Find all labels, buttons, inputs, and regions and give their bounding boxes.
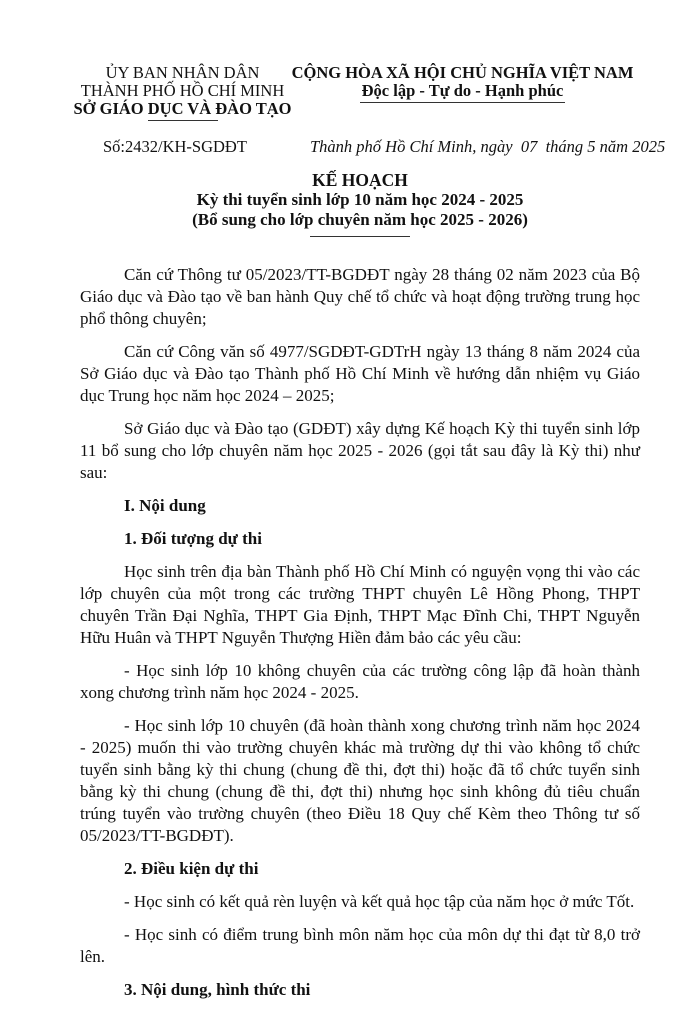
document-title (80, 170, 640, 237)
authority-line-3: SỞ GIÁO DỤC VÀ ĐÀO TẠO (73, 99, 292, 118)
section-heading: I. Nội dung (124, 496, 206, 515)
title-main: KẾ HOẠCH (312, 170, 408, 190)
divider (148, 120, 218, 121)
document-number: Số:2432/KH-SGDĐT (103, 137, 247, 156)
divider (310, 236, 410, 237)
paragraph: - Học sinh có kết quả rèn luyện và kết quả học tập của năm học ở mức Tốt. (124, 892, 635, 911)
paragraph: Sở Giáo dục và Đào tạo (GDĐT) xây dựng Kế hoạch Kỳ thi tuyển sinh lớp 11 bổ sung cho lớp chuyên năm học 2025 - 2026 (gọi tắt sau đây là Kỳ thi) như sau: (80, 419, 640, 482)
national-motto (290, 64, 635, 103)
place-date: Thành phố Hồ Chí Minh, ngày 07 tháng 5 năm 2025 (310, 137, 666, 156)
paragraph: - Học sinh có điểm trung bình môn năm học của môn dự thi đạt từ 8,0 trở lên. (80, 925, 640, 966)
paragraph: Căn cứ Thông tư 05/2023/TT-BGDĐT ngày 28 tháng 02 năm 2023 của Bộ Giáo dục và Đào tạo về ban hành Quy chế tổ chức và hoạt động trường trung học phổ thông chuyên; (80, 265, 640, 328)
authority-line-1: ỦY BAN NHÂN DÂN (105, 63, 260, 82)
section-heading: 1. Đối tượng dự thi (124, 529, 262, 548)
country-name: CỘNG HÒA XÃ HỘI CHỦ NGHĨA VIỆT NAM (291, 63, 634, 82)
paragraph: Căn cứ Công văn số 4977/SGDĐT-GDTrH ngày 13 tháng 8 năm 2024 của Sở Giáo dục và Đào tạo Thành phố Hồ Chí Minh về hướng dẫn nhiệm vụ Giáo dục Trung học năm học 2024 – 2025; (80, 342, 640, 405)
motto: Độc lập - Tự do - Hạnh phúc (361, 81, 564, 100)
issuing-authority (70, 64, 295, 121)
authority-line-2: THÀNH PHỐ HỒ CHÍ MINH (80, 81, 285, 100)
divider (360, 102, 565, 103)
title-sub-1: Kỳ thi tuyển sinh lớp 10 năm học 2024 - 2025 (196, 190, 524, 209)
title-sub-2: (Bổ sung cho lớp chuyên năm học 2025 - 2026) (192, 210, 528, 229)
document-body (80, 264, 640, 1012)
paragraph: Học sinh trên địa bàn Thành phố Hồ Chí Minh có nguyện vọng thi vào các lớp chuyên của một trong các trường THPT chuyên Lê Hồng Phong, THPT chuyên Trần Đại Nghĩa, THPT Gia Định, THPT Mạc Đĩnh Chi, THPT Nguyễn Hữu Huân và THPT Nguyễn Thượng Hiền đảm bảo các yêu cầu: (80, 562, 640, 647)
paragraph: - Học sinh lớp 10 chuyên (đã hoàn thành xong chương trình năm học 2024 - 2025) muốn thi vào trường chuyên khác mà trường dự thi vào không tổ chức tuyển sinh bằng kỳ thi chung (chung đề thi, đợt thi) hoặc đã tổ chức tuyển sinh bằng kỳ thi chung (chung đề thi, đợt thi) nhưng học sinh không đủ tiêu chuẩn trúng tuyển vào trường chuyên (theo Điều 18 Quy chế Kèm theo Thông tư số 05/2023/TT-BGDĐT). (80, 716, 640, 845)
section-heading: 3. Nội dung, hình thức thi (124, 980, 311, 999)
paragraph: - Học sinh lớp 10 không chuyên của các trường công lập đã hoàn thành xong chương trình năm học 2024 - 2025. (80, 661, 640, 702)
section-heading: 2. Điều kiện dự thi (124, 859, 259, 878)
